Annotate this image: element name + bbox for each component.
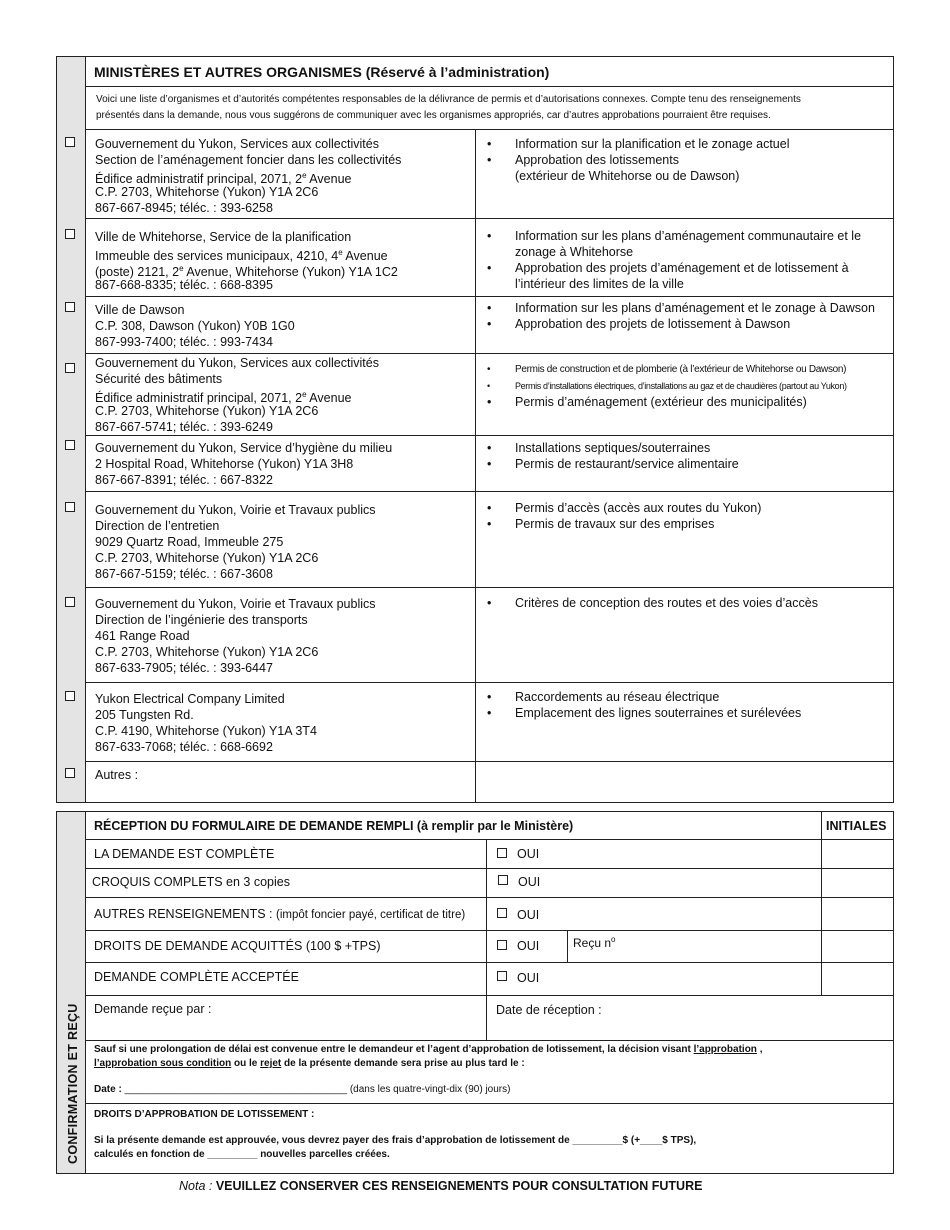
contact-line: C.P. 2703, Whitehorse (Yukon) Y1A 2C6 [95,645,319,659]
service-item: • Permis de restaurant/service alimentaire [515,456,739,472]
agency-checkbox-7[interactable] [65,597,75,607]
contact-line: C.P. 308, Dawson (Yukon) Y0B 1G0 [95,319,295,333]
agency-checkbox-6[interactable] [65,502,75,512]
others-label: Autres : [95,768,139,782]
service-item: • Installations septiques/souterraines [515,440,710,456]
agency-checkbox-2[interactable] [65,229,75,239]
check-label-sketches: CROQUIS COMPLETS en 3 copies [92,875,290,889]
contact-line: Gouvernement du Yukon, Voirie et Travaux publics [95,503,376,517]
other-info-note: (impôt foncier payé, certificat de titre) [275,909,466,921]
check-label-accepted: DEMANDE COMPLÈTE ACCEPTÉE [94,970,299,984]
oui-label: OUI [517,847,540,861]
contact-line: Direction de l’ingénierie des transports [95,613,308,627]
received-by-label: Demande reçue par : [94,1002,212,1016]
contact-line: 867-667-8945; téléc. : 393-6258 [95,201,273,215]
contact-line: C.P. 4190, Whitehorse (Yukon) Y1A 3T4 [95,724,317,738]
fees-line1: Si la présente demande est approuvée, vous devrez payer des frais d’approbation de lotissement de _________$ (+____$ TPS), [94,1135,697,1146]
contact-line: Ville de Dawson [95,303,185,317]
service-item: • Permis d’aménagement (extérieur des municipalités) [515,394,807,410]
decision-text: Sauf si une prolongation de délai est convenue entre le demandeur et l’agent d’approbation de lotissement, la décision visant [94,1044,694,1055]
contact-line: 867-667-5159; téléc. : 667-3608 [95,567,273,581]
service-item: • Approbation des lotissements [515,152,679,168]
service-item: • Permis de travaux sur des emprises [515,516,714,532]
contact-line: 867-667-5741; téléc. : 393-6249 [95,420,273,434]
footer-text: VEUILLEZ CONSERVER CES RENSEIGNEMENTS POUR CONSULTATION FUTURE [215,1179,703,1193]
fees-line2: calculés en fonction de _________ nouvelles parcelles créées. [94,1149,390,1160]
contact-line: 461 Range Road [95,629,190,643]
contact-line: Édifice administratif principal, 2071, 2e Avenue [95,390,352,406]
contact-line: 867-993-7400; téléc. : 993-7434 [95,335,273,349]
check-label-complete: LA DEMANDE EST COMPLÈTE [94,847,275,861]
oui-label: OUI [517,971,540,985]
agency-checkbox-3[interactable] [65,302,75,312]
contact-line: Direction de l’entretien [95,519,220,533]
accepted-oui-checkbox[interactable] [497,971,507,981]
oui-label: OUI [518,875,541,889]
service-item: • Information sur les plans d’aménagement communautaire et le [515,228,861,244]
fees-paid-oui-checkbox[interactable] [497,940,507,950]
contact-line: 2 Hospital Road, Whitehorse (Yukon) Y1A 3H8 [95,457,354,471]
footer-note [179,1178,702,1194]
oui-label: OUI [517,908,540,922]
other-info-label: AUTRES RENSEIGNEMENTS : [94,907,276,921]
service-item: • Approbation des projets d’aménagement et de lotissement à [515,260,849,276]
agency-checkbox-8[interactable] [65,691,75,701]
other-info-oui-checkbox[interactable] [497,908,507,918]
agency-checkbox-others[interactable] [65,768,75,778]
reception-header: RÉCEPTION DU FORMULAIRE DE DEMANDE REMPLI (à remplir par le Ministère) [94,819,574,833]
decision-text: ou le [231,1058,261,1069]
agencies-intro-line1: Voici une liste d’organismes et d’autorités compétentes responsables de la délivrance de permis et d’autorisations connexes. Compte tenu des renseignements [96,94,801,105]
contact-line: C.P. 2703, Whitehorse (Yukon) Y1A 2C6 [95,404,319,418]
agencies-title: MINISTÈRES ET AUTRES ORGANISMES (Réservé à l’administration) [94,64,550,80]
service-item: • Information sur les plans d’aménagement et le zonage à Dawson [515,300,875,316]
service-item: • Approbation des projets de lotissement à Dawson [515,316,790,332]
decision-approval: l’approbation [693,1044,757,1055]
service-item: • Permis d’accès (accès aux routes du Yukon) [515,500,761,516]
service-item-cont: zonage à Whitehorse [515,245,634,259]
date-blank[interactable]: ________________________________________ [124,1084,348,1095]
sketches-oui-checkbox[interactable] [498,875,508,885]
agency-checkbox-1[interactable] [65,137,75,147]
contact-line: Gouvernement du Yukon, Voirie et Travaux publics [95,597,376,611]
service-item-cont: (extérieur de Whitehorse ou de Dawson) [515,169,740,183]
contact-line: Yukon Electrical Company Limited [95,692,285,706]
fees-title: DROITS D’APPROBATION DE LOTISSEMENT : [94,1109,315,1120]
service-item: • Information sur la planification et le zonage actuel [515,136,789,152]
contact-line: (poste) 2121, 2e Avenue, Whitehorse (Yukon) Y1A 1C2 [95,264,398,280]
service-item-cont: l’intérieur des limites de la ville [515,277,684,291]
service-item: • Permis de construction et de plomberie (à l’extérieur de Whitehorse ou Dawson) [515,362,846,378]
agency-checkbox-4[interactable] [65,363,75,373]
date-note: (dans les quatre-vingt-dix (90) jours) [349,1084,511,1095]
contact-line: Gouvernement du Yukon, Services aux collectivités [95,137,379,151]
service-item: • Permis d’installations électriques, d’installations au gaz et de chaudières (partout au Yukon) [515,378,847,394]
received-date-label: Date de réception : [496,1003,602,1017]
contact-line: Immeuble des services municipaux, 4210, 4e Avenue [95,248,388,264]
service-item: • Critères de conception des routes et des voies d’accès [515,595,818,611]
contact-line: 867-667-8391; téléc. : 667-8322 [95,473,273,487]
service-item: • Emplacement des lignes souterraines et surélevées [515,705,801,721]
contact-line: 9029 Quartz Road, Immeuble 275 [95,535,284,549]
check-label-other-info [94,906,465,923]
contact-line: Section de l’aménagement foncier dans les collectivités [95,153,402,167]
agency-checkbox-5[interactable] [65,440,75,450]
contact-line: C.P. 2703, Whitehorse (Yukon) Y1A 2C6 [95,551,319,565]
decision-reject: rejet [260,1058,282,1069]
contact-line: Gouvernement du Yukon, Services aux collectivités [95,356,379,370]
agencies-intro-line2: présentés dans la demande, nous vous suggérons de communiquer avec les organismes appropriés, car d’autres approbations pourraient être requises. [96,110,771,121]
decision-text: de la présente demande sera prise au plus tard le : [281,1058,525,1069]
check-label-fees-paid: DROITS DE DEMANDE ACQUITTÉS (100 $ +TPS) [94,939,381,953]
decision-line2 [94,1056,525,1072]
date-label: Date : [94,1084,122,1095]
decision-date-line [94,1082,510,1098]
complete-oui-checkbox[interactable] [497,848,507,858]
confirmation-side-label: CONFIRMATION ET REÇU [66,1003,80,1164]
service-item: • Raccordements au réseau électrique [515,689,719,705]
decision-text: , [756,1044,763,1055]
contact-line: Édifice administratif principal, 2071, 2e Avenue [95,171,352,187]
contact-line: 205 Tungsten Rd. [95,708,194,722]
contact-line: C.P. 2703, Whitehorse (Yukon) Y1A 2C6 [95,185,319,199]
decision-conditional: l’approbation sous condition [94,1058,232,1069]
contact-line: 867-633-7068; téléc. : 668-6692 [95,740,273,754]
initials-header: INITIALES [826,819,887,833]
contact-line: 867-633-7905; téléc. : 393-6447 [95,661,273,675]
contact-line: Sécurité des bâtiments [95,372,223,386]
oui-label: OUI [517,939,540,953]
contact-line: Gouvernement du Yukon, Service d’hygiène du milieu [95,441,393,455]
nota-label: Nota : [179,1179,213,1193]
contact-line: Ville de Whitehorse, Service de la planification [95,230,352,244]
receipt-number-label: Reçu $n^o$ [573,935,616,950]
contact-line: 867-668-8335; téléc. : 668-8395 [95,278,273,292]
